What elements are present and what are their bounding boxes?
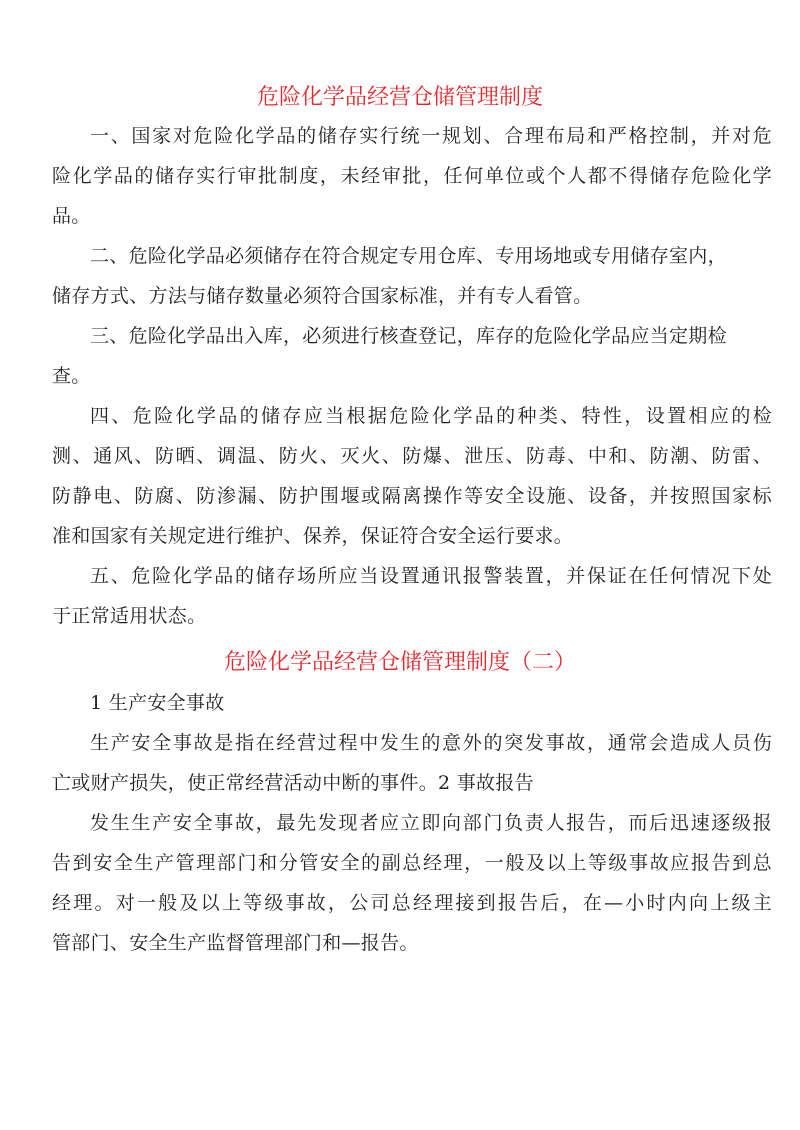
paragraph-line: 一、国家对危险化学品的储存实行统一规划、合理布局和严格控制，并对危: [90, 125, 772, 147]
section-title: 危险化学品经营仓储管理制度（二）: [223, 650, 576, 675]
paragraph-line: 生产安全事故是指在经营过程中发生的意外的突发事故，通常会造成人员伤: [90, 732, 772, 754]
paragraph-line: 三、危险化学品出入库，必须进行核查登记，库存的危险化学品应当定期检: [90, 325, 727, 347]
paragraph-line: 品。: [52, 205, 91, 227]
paragraph-line: 二、危险化学品必须储存在符合规定专用仓库、专用场地或专用储存室内，: [90, 245, 727, 267]
paragraph-line: 测、通风、防晒、调温、防火、灭火、防爆、泄压、防毒、中和、防潮、防雷、: [52, 445, 772, 467]
paragraph-line: 险化学品的储存实行审批制度，未经审批，任何单位或个人都不得储存危险化学: [52, 165, 772, 187]
paragraph-line: 四、危险化学品的储存应当根据危险化学品的种类、特性，设置相应的检: [90, 405, 772, 427]
paragraph-line: 五、危险化学品的储存场所应当设置通讯报警装置，并保证在任何情况下处: [90, 565, 772, 587]
paragraph-line: 告到安全生产管理部门和分管安全的副总经理，一般及以上等级事故应报告到总: [52, 852, 772, 874]
paragraph-line: 经理。对一般及以上等级事故，公司总经理接到报告后，在—小时内向上级主: [52, 892, 772, 914]
paragraph-line: 准和国家有关规定进行维护、保养，保证符合安全运行要求。: [52, 525, 574, 547]
paragraph-line: 亡或财产损失，使正常经营活动中断的事件。2 事故报告: [52, 772, 534, 794]
section-heading: 1 生产安全事故: [90, 692, 225, 714]
paragraph-line: 管部门、安全生产监督管理部门和—报告。: [52, 932, 419, 954]
paragraph-line: 防静电、防腐、防渗漏、防护围堰或隔离操作等安全设施、设备，并按照国家标: [52, 485, 772, 507]
paragraph-line: 储存方式、方法与储存数量必须符合国家标准，并有专人看管。: [52, 285, 593, 307]
paragraph-line: 查。: [52, 365, 91, 387]
document-title: 危险化学品经营仓储管理制度: [256, 85, 543, 110]
paragraph-line: 于正常适用状态。: [52, 605, 207, 627]
paragraph-line: 发生生产安全事故，最先发现者应立即向部门负责人报告，而后迅速逐级报: [90, 812, 772, 834]
